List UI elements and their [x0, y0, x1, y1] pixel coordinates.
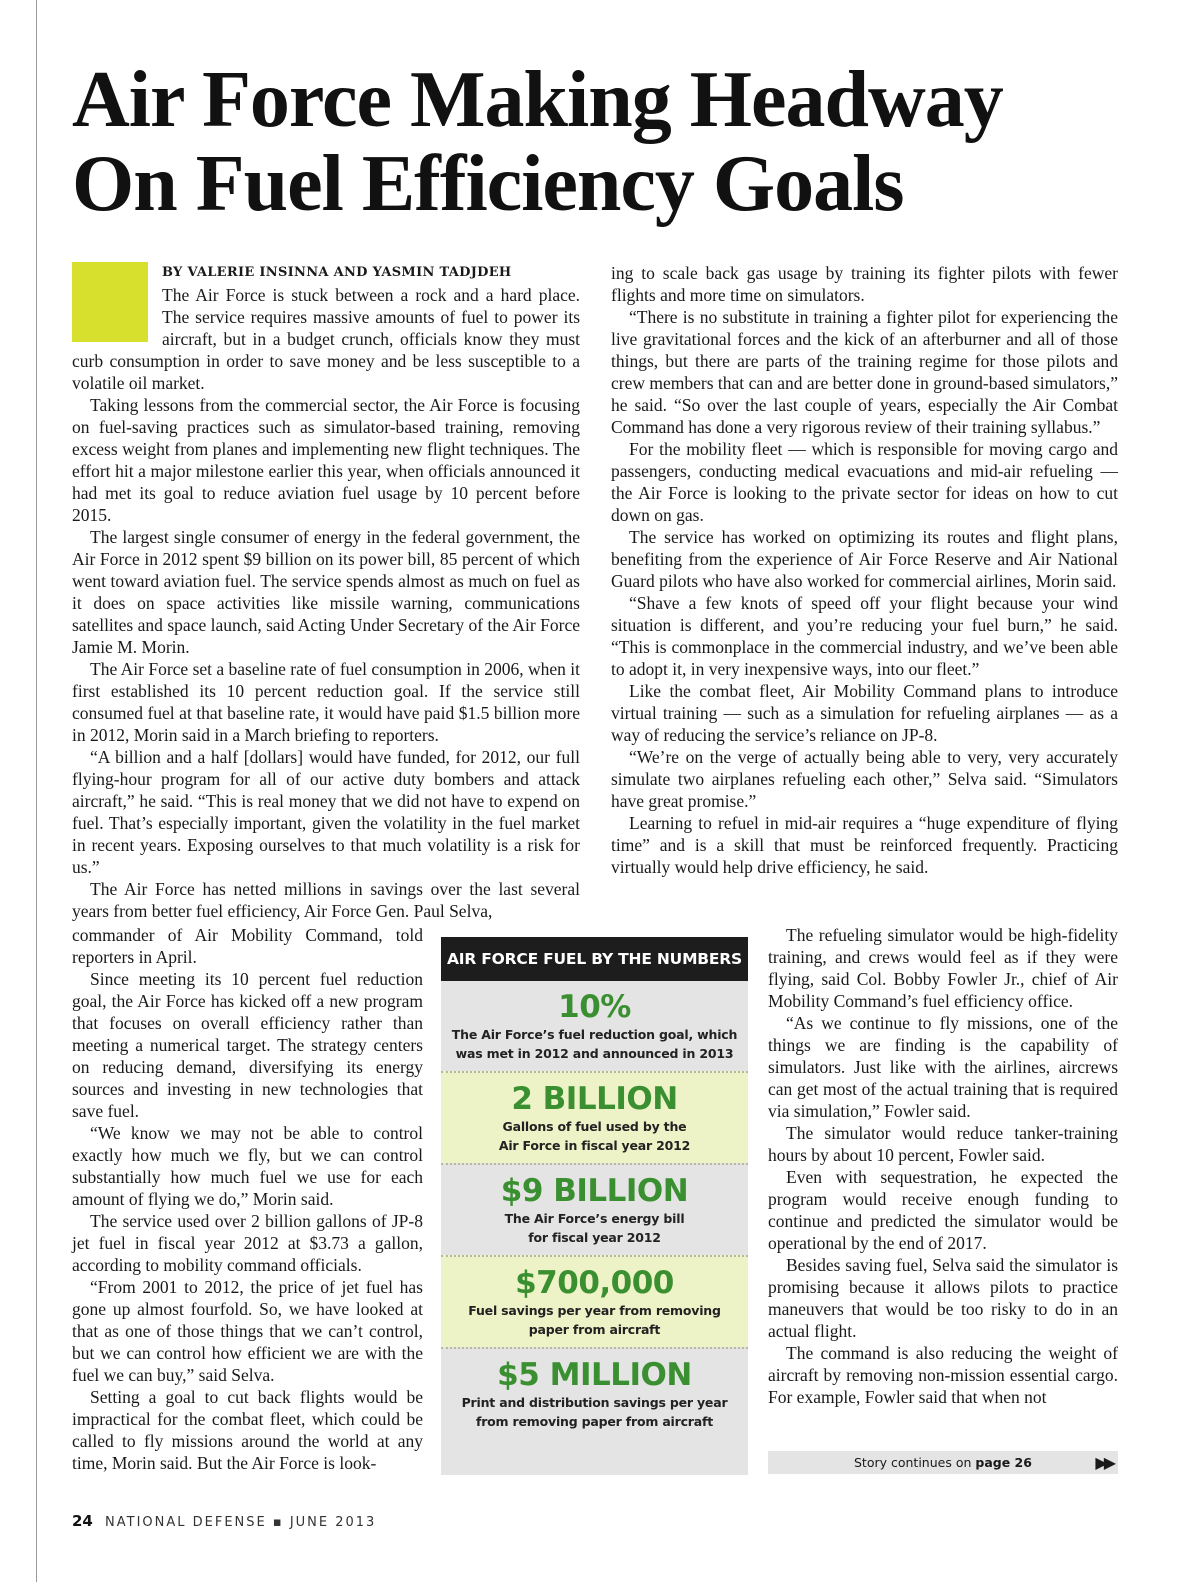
paragraph: ing to scale back gas usage by training its fighter pilots with fewer flights and more time on simulators.	[611, 263, 1118, 305]
article-title	[72, 58, 1172, 226]
stat-description: The Air Force’s fuel reduction goal, which was met in 2012 and announced in 2013	[451, 1027, 738, 1061]
paragraph: Learning to refuel in mid-air requires a “huge expenditure of flying time” and is a skill that must be reinforced frequently. Practicing virtually would help drive efficiency, he said.	[611, 813, 1118, 877]
footer-separator: ▪	[272, 1515, 284, 1530]
paragraph: “A billion and a half [dollars] would have funded, for 2012, our full flying-hour program for all of our active duty bombers and attack aircraft,” he said. “This is real money that we did not have to expend on fuel. That’s especially important, given the volatility in the fuel market in recent years. Exposing ourselves to that much volatility is a risk for us.”	[72, 747, 580, 877]
page-number: 24	[72, 1512, 93, 1530]
stat-value: $9 BILLION	[500, 1173, 689, 1209]
story-continues-link[interactable]	[768, 1451, 1118, 1474]
byline: BY VALERIE INSINNA AND YASMIN TADJDEH	[162, 265, 512, 280]
article-column-3	[768, 924, 1118, 1408]
paragraph: “We’re on the verge of actually being able to very, very accurately simulate two airplanes refueling each other,” Selva said. “Simulators have great promise.”	[611, 747, 1118, 811]
article-column-1	[72, 262, 580, 922]
title-line-1: Air Force Making Headway	[72, 56, 1003, 144]
paragraph: commander of Air Mobility Command, told reporters in April.	[72, 925, 423, 967]
paragraph: The service has worked on optimizing its routes and flight plans, benefiting from the experience of Air Force Reserve and Air National Guard pilots who have also worked for commercial airlines, Morin said.	[611, 527, 1118, 591]
paragraph: The service used over 2 billion gallons of JP-8 jet fuel in fiscal year 2012 at $3.73 a gallon, according to mobility command officials.	[72, 1211, 423, 1275]
paragraph: The simulator would reduce tanker-training hours by about 10 percent, Fowler said.	[768, 1123, 1118, 1165]
stat-item	[441, 981, 748, 1071]
paragraph: Setting a goal to cut back flights would be impractical for the combat fleet, which could be called to fly missions around the world at any time, Morin said. But the Air Force is look-	[72, 1387, 423, 1473]
stat-item	[441, 1071, 748, 1163]
fast-forward-icon: ▶▶	[1095, 1453, 1112, 1472]
paragraph: Taking lessons from the commercial sector, the Air Force is focusing on fuel-saving practices such as simulator-based training, removing excess weight from planes and implementing new flight techniques. The effort hit a major milestone earlier this year, when officials announced it had met its goal to reduce aviation fuel usage by 10 percent before 2015.	[72, 395, 580, 525]
paragraph: Since meeting its 10 percent fuel reduction goal, the Air Force has kicked off a new program that focuses on overall efficiency rather than meeting a numerical target. The strategy centers on reducing demand, diversifying its energy sources and investing in new technologies that save fuel.	[72, 969, 423, 1121]
paragraph: The Air Force is stuck between a rock and a hard place. The service requires massive amounts of fuel to power its aircraft, but in a budget crunch, officials know they must curb consumption in order to save money and be less susceptible to a volatile oil market.	[72, 285, 580, 393]
article-column-1-lower	[72, 924, 423, 1474]
article-column-2	[611, 262, 1118, 878]
paragraph: The command is also reducing the weight of aircraft by removing non-mission essential cargo. For example, Fowler said that when not	[768, 1343, 1118, 1407]
sidebar-heading: AIR FORCE FUEL BY THE NUMBERS	[441, 937, 748, 981]
paragraph: The largest single consumer of energy in the federal government, the Air Force in 2012 spent $9 billion on its power bill, 85 percent of which went toward aviation fuel. The service spends almost as much on fuel as it does on space activities like missile warning, communications satellites and space launch, said Acting Under Secretary of the Air Force Jamie M. Morin.	[72, 527, 580, 657]
stat-item	[441, 1255, 748, 1347]
stat-item	[441, 1163, 748, 1255]
page-margin-rule	[36, 0, 37, 1582]
paragraph: Even with sequestration, he expected the program would receive enough funding to continue and predicted the simulator would be operational by the end of 2017.	[768, 1167, 1118, 1253]
stat-description: The Air Force’s energy bill for fiscal year 2012	[504, 1211, 685, 1245]
paragraph: The Air Force set a baseline rate of fuel consumption in 2006, when it first established its 10 percent reduction goal. If the service still consumed fuel at that baseline rate, it would have paid $1.5 billion more in 2012, Morin said in a March briefing to reporters.	[72, 659, 580, 745]
paragraph: “There is no substitute in training a fighter pilot for experiencing the live gravitational forces and the kick of an afterburner and all of those things, but there are parts of the training regime for those pilots and crew members that can and are better done in ground-based simulators,” he said. “So over the last couple of years, especially the Air Combat Command has done a very rigorous review of their training syllabus.”	[611, 307, 1118, 437]
paragraph: “From 2001 to 2012, the price of jet fuel has gone up almost fourfold. So, we have looked at that as one of those things that we can’t control, but we can control how efficient we are with the fuel we can buy,” said Selva.	[72, 1277, 423, 1385]
paragraph: The Air Force has netted millions in savings over the last several years from better fuel efficiency, Air Force Gen. Paul Selva,	[72, 879, 580, 921]
paragraph: “We know we may not be able to control exactly how much we fly, but we can control substantially how much fuel we use for each amount of flying we do,” Morin said.	[72, 1123, 423, 1209]
paragraph: For the mobility fleet — which is responsible for moving cargo and passengers, conducting medical evacuations and mid-air refueling — the Air Force is looking to the private sector for ideas on how to cut down on gas.	[611, 439, 1118, 525]
paragraph: Besides saving fuel, Selva said the simulator is promising because it allows pilots to practice maneuvers that would be too risky to do in an actual flight.	[768, 1255, 1118, 1341]
continues-text: Story continues on page 26	[854, 1455, 1032, 1470]
page-footer	[72, 1512, 376, 1530]
paragraph: “As we continue to fly missions, one of the things we are finding is the capability of simulators. Just like with the airlines, aircrews can get most of the actual training that is required via simulation,” Fowler said.	[768, 1013, 1118, 1121]
stat-value: $5 MILLION	[497, 1357, 692, 1393]
issue-date: JUNE 2013	[289, 1515, 377, 1530]
paragraph: The refueling simulator would be high-fidelity training, and crews would feel as if they were flying, said Col. Bobby Fowler Jr., chief of Air Mobility Command’s fuel efficiency office.	[768, 925, 1118, 1011]
accent-square	[72, 262, 148, 342]
stat-description: Gallons of fuel used by the Air Force in fiscal year 2012	[498, 1119, 691, 1153]
stat-description: Print and distribution savings per year from removing paper from aircraft	[461, 1395, 728, 1429]
fuel-numbers-sidebar	[441, 937, 748, 1475]
paragraph: Like the combat fleet, Air Mobility Command plans to introduce virtual training — such as a simulation for refueling airplanes — as a way of reducing the service’s reliance on JP-8.	[611, 681, 1118, 745]
stat-value: 10%	[558, 989, 631, 1025]
continues-page: page 26	[975, 1455, 1032, 1470]
title-line-2: On Fuel Efficiency Goals	[72, 140, 904, 228]
stat-description: Fuel savings per year from removing paper from aircraft	[468, 1303, 721, 1337]
publication-name: NATIONAL DEFENSE	[105, 1515, 267, 1530]
paragraph: “Shave a few knots of speed off your flight because your wind situation is different, and you’re reducing your fuel burn,” he said. “This is commonplace in the commercial industry, and we’ve been able to adopt it, in very inexpensive ways, into our fleet.”	[611, 593, 1118, 679]
stat-item	[441, 1347, 748, 1439]
stat-value: 2 BILLION	[511, 1081, 678, 1117]
stat-value: $700,000	[515, 1265, 674, 1301]
